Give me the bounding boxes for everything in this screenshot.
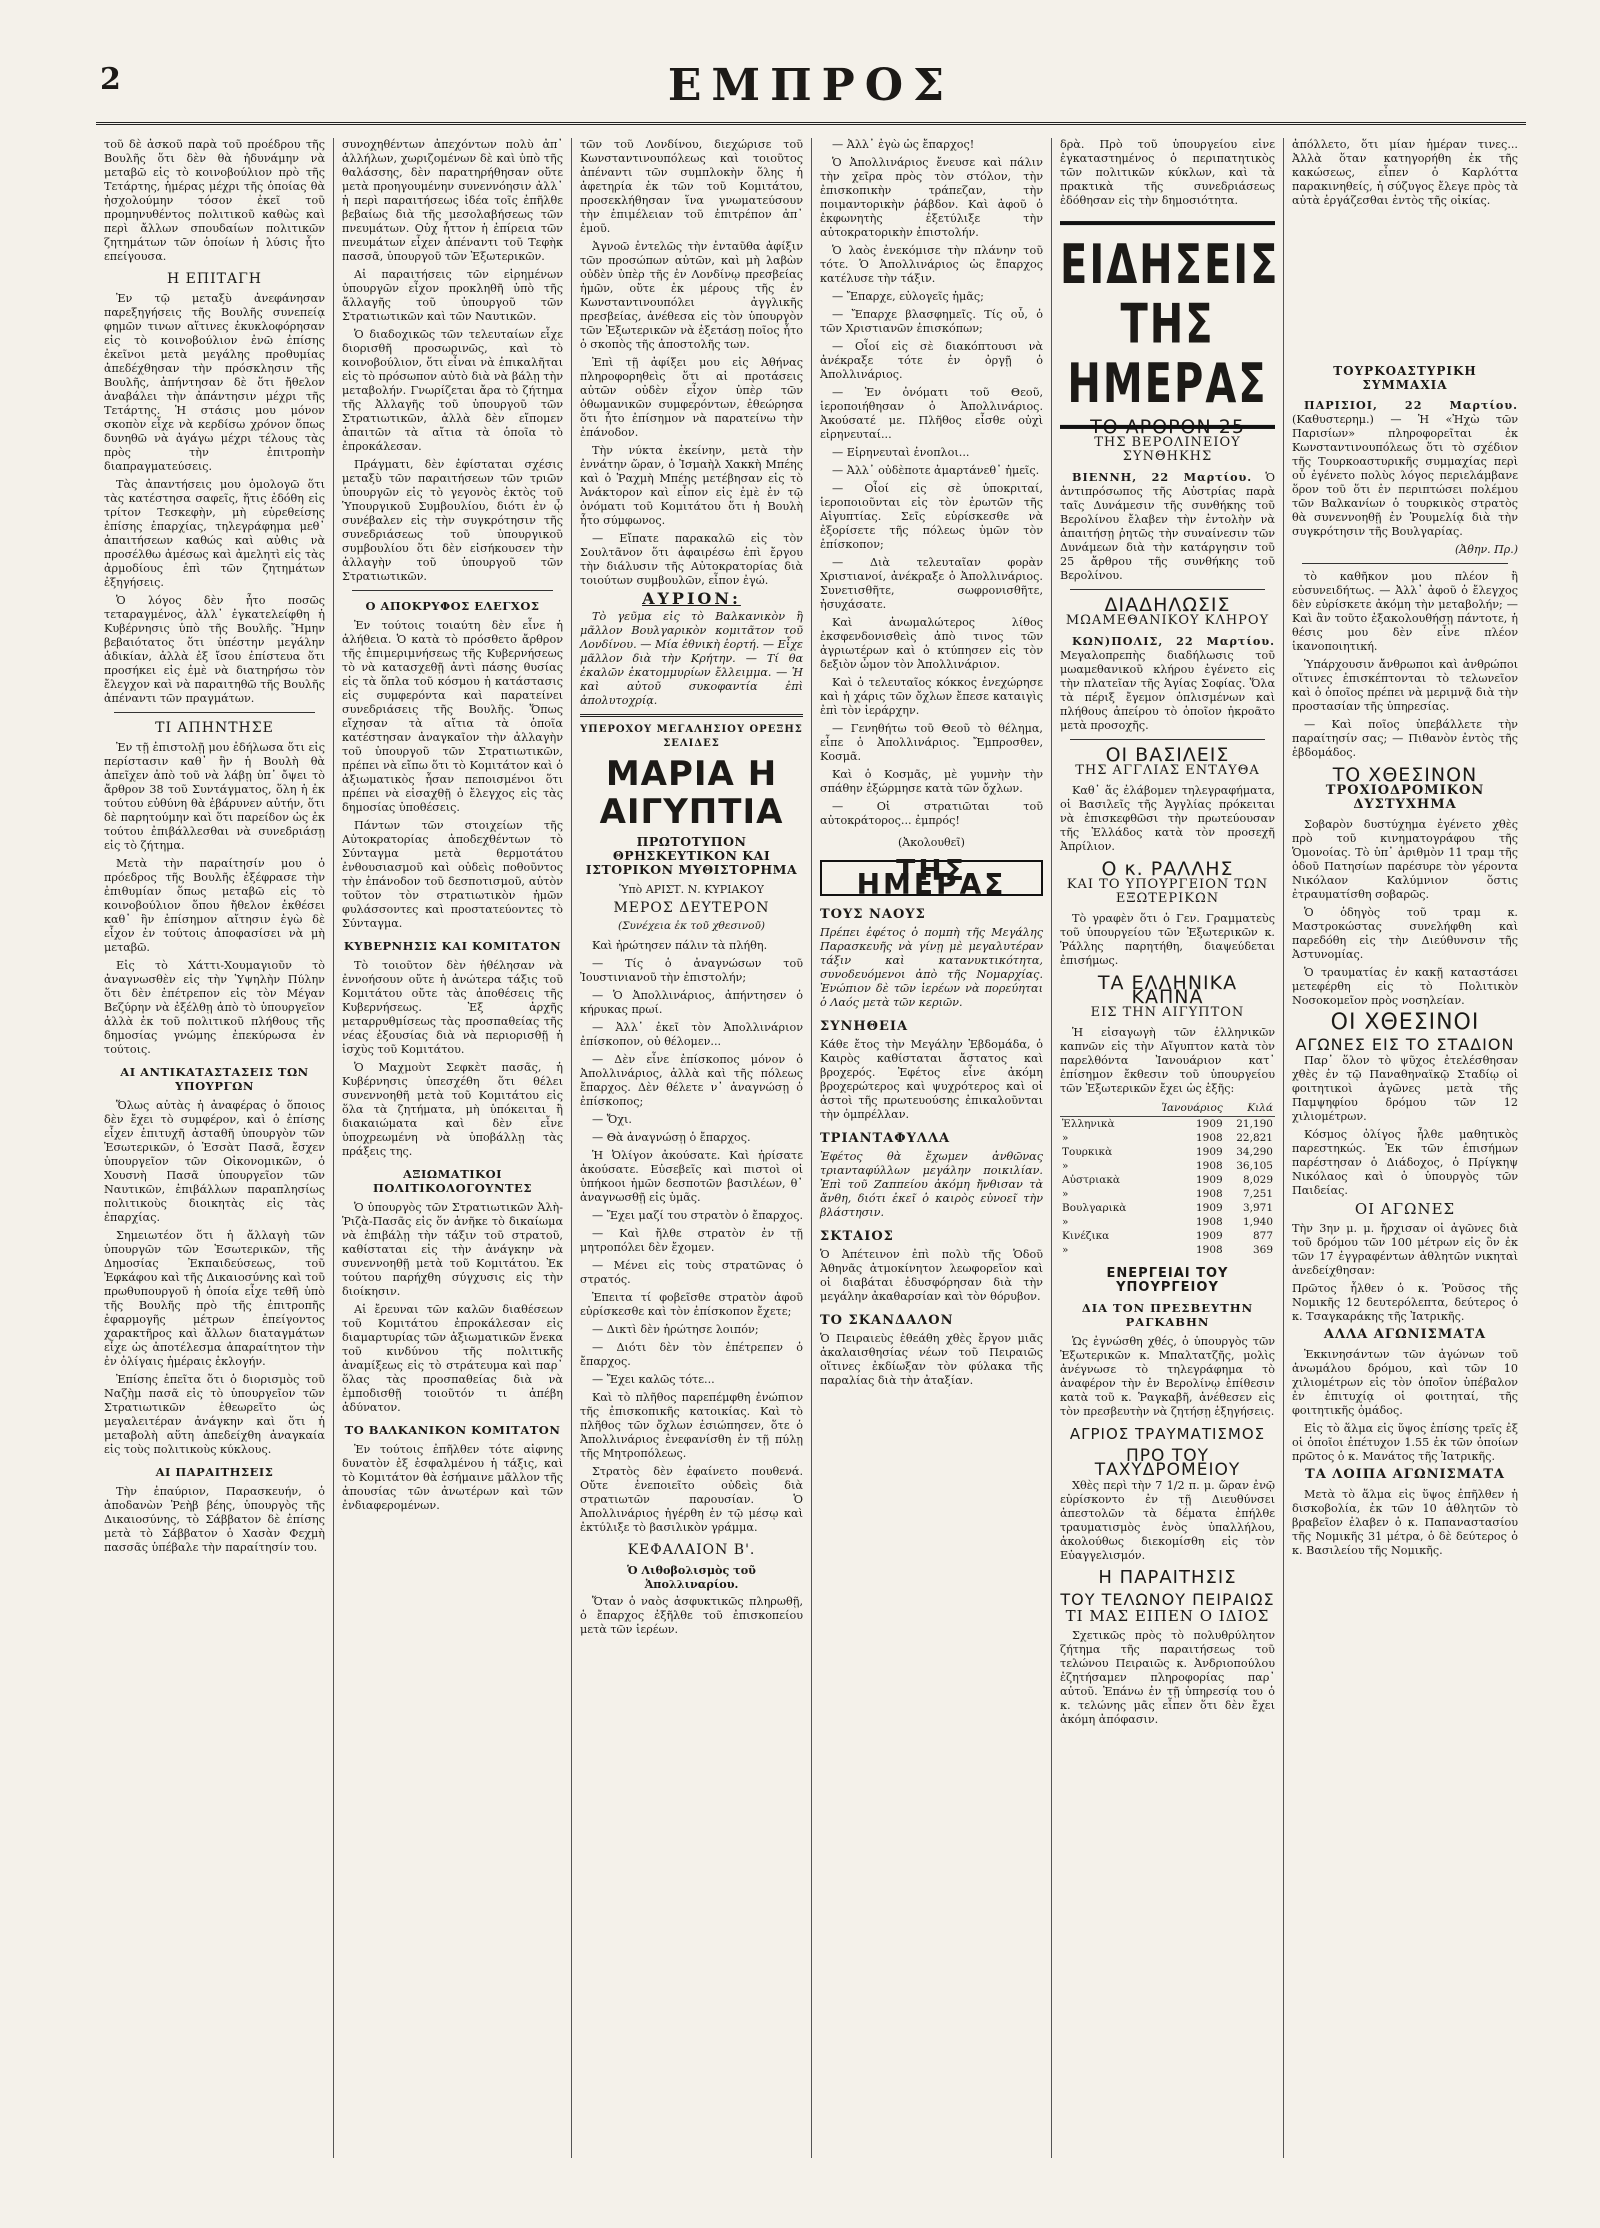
divider — [1070, 589, 1265, 590]
item-text: Κάθε ἔτος τὴν Μεγάλην Ἑβδομάδα, ὁ Καιρὸς καθίσταται ἄστατος καὶ βροχερός. Ἐφέτος εἶνε ἀκόμη βροχερώτερος καὶ ψυχρότερος καὶ οἱ ἀστοὶ τῆς πρωτευούσης ἐπικαλοῦνται τὴν ὀμπρέλλαν. — [820, 1038, 1043, 1121]
article-text: Εἰς τὸ Χάττι-Χουμαγιοῦν τὸ ἀναγνωσθὲν εἰς τὴν Ὑψηλὴν Πύλην ὅτι δὲν ἐπέτρεπον εἰς τὸν Μέγαν Βεζύρην νὰ ἐξέλθῃ ἀπὸ τὸ ὑπουργεῖον ἀλλὰ ἐκ τοῦ πολιτικοῦ πλήθους τῆς δημοσίας γνώμης ἐπεκύρωσα ἐν τούτοις. — [104, 959, 325, 1056]
table-cell: » — [1062, 1244, 1069, 1256]
news-text: Μεγαλοπρεπὴς διαδήλωσις τοῦ μωαμεθανικοῦ κλήρου ἐγένετο εἰς τὴν πλατεῖαν τῆς Ἁγίας Σοφίας. Ὅλα τὰ πέριξ ἔγεμον ὀπλισμένων καὶ πλήθους ἀπείρου τὸ ὁποῖον ἠκροᾶτο μετὰ προσοχῆς. — [1060, 649, 1275, 732]
dateline: ΒΙΕΝΝΗ, 22 Μαρτίου. — [1072, 470, 1253, 484]
article-text: τῶν τοῦ Λονδίνου, διεχώρισε τοῦ Κωνσταντινουπόλεως καὶ τοιοῦτος ἀπέναντι τῶν συμπλοκὴν ὅλης ἡ ἀφετηρία ἐκ τῶν τοῦ Κομιτάτου, προσεκλήθησαν ἵνα γνωματεύσουν τὴν ἐπιμέλειαν τοῦ ἐπιτρέπον ἀπ᾽ ἐμοῦ. — [580, 138, 803, 235]
news-source: (Ἀθην. Πρ.) — [1455, 543, 1518, 556]
table-cell: 21,190 — [1236, 1118, 1273, 1130]
news-subheadline: ΠΡΟ ΤΟΥ ΤΑΧΥΔΡΟΜΕΙΟΥ — [1094, 1446, 1241, 1480]
news-headline: ΟΙ ΒΑΣΙΛΕΙΣ — [1105, 744, 1230, 766]
table-row — [1060, 1243, 1275, 1257]
tobacco-exports-table — [1060, 1100, 1275, 1257]
table-cell: 1909 — [1196, 1174, 1223, 1186]
news-subheadline: ΜΩΑΜΕΘΑΝΙΚΟΥ ΚΛΗΡΟΥ — [1065, 613, 1270, 628]
novel-text: — Δὲν εἶνε ἐπίσκοπος μόνον ὁ Ἀπολλινάριος, ἀλλὰ καὶ τῆς πόλεως ἔπαρχος. Δὲν θέλετε ν᾽ ἀναγνώσῃ ὁ ἐπίσκοπος; — [580, 1053, 803, 1108]
section-heading: ΑΙ ΑΝΤΙΚΑΤΑΣΤΑΣΕΙΣ ΤΩΝ ΥΠΟΥΡΓΩΝ — [120, 1065, 309, 1093]
item-text: Ὁ Πειραιεὺς ἐθεάθη χθὲς ἔργον μιᾶς ἀκαλαισθησίας νέων τοῦ Πειραιῶς οἵτινες ἐκδίωξαν τὸν φύλακα τῆς παραλίας διὰ τὴν ἀταξίαν. — [820, 1332, 1043, 1387]
article-text: Ὁ διαδοχικῶς τῶν τελευταίων εἶχε διορισθῆ προσωρινῶς, καὶ τὸ κοινοβούλιον, ὅτι εἶναι νὰ ἐπικαλῆται εἰς τὸ πρόσωπον αὐτὸ διὰ νὰ βάλῃ τὴν μεταβολήν. Γνωρίζεται ἄρα τὸ ζήτημα τῆς Ἀλλαγῆς τοῦ ὑπουργοῦ τῶν Στρατιωτικῶν, ἀλλὰ δὲν εἴπομεν ἀπαιτῶν τὰ αἴτια τὰ ὁποῖα τὸ ἐπροκάλεσαν. — [342, 328, 563, 453]
news-headline: ΕΝΕΡΓΕΙΑΙ ΤΟΥ ΥΠΟΥΡΓΕΙΟΥ — [1106, 1266, 1229, 1295]
news-headline: ΤΟ ΧΘΕΣΙΝΟΝ — [1332, 764, 1478, 786]
news-text: τὸ καθῆκον μου πλέον ἢ εὐσυνειδήτως. — Ἀλλ᾽ ἀφοῦ ὁ ἔλεγχος δὲν εὑρίσκετε ἀκόμη τὴν μεταβολήν; — Καὶ ἂν τοῦτο ἐξακολουθήσῃ πάντοτε, ἡ θέσις μου δὲν εἶνε πλέον ἱκανοποιητική. — [1292, 570, 1518, 653]
table-cell: 8,029 — [1242, 1174, 1273, 1186]
article-text: ἀπόλλετο, ὅτι μίαν ἡμέραν τινες... Ἀλλὰ ὅταν κατηγορήθη ἐκ τῆς κακώσεως, εἶπεν ὁ Καρλόττα παρακινηθείς, ἡ σύζυγος ἔλεγε πρὸς τὰ αὐτὰ ἐργάζεσθαι ἐντὸς τῆς οἰκίας. — [1292, 138, 1518, 207]
novel-text: Καὶ ὁ Κοσμᾶς, μὲ γυμνὴν τὴν σπάθην ἐξώρμησε κατὰ τῶν ὄχλων. — [820, 768, 1043, 795]
article-text: Ὅλως αὐτὰς ἡ ἀναφέρας ὁ ὅποιος δὲν ἔχει τὸ συμφέρον, καὶ ὁ ἐπίσης εἶχεν ἐπιτυχῆ ἀσταθῆ ὑπουργὸν τῶν Ἐσωτερικῶν, ὁ Ἐσσὰτ Πασᾶ, ἔσχεν ὑπουργεῖον τῶν Οἰκονομικῶν, ὁ Χουσνὴ Πασᾶ ὑπουργεῖον τῶν Ναυτικῶν, ἐπιβάλλων παραπλησίως πολιτικοὺς διοικητὰς εἰς τὰς ἐπαρχίας. — [104, 1099, 325, 1224]
news-text: Πρῶτος ἦλθεν ὁ κ. Ῥοῦσος τῆς Νομικῆς 12 δευτερόλεπτα, δεύτερος ὁ κ. Τσαγκαράκης τῆς Ἰατρικῆς. — [1292, 1282, 1518, 1323]
serial-tag: ΥΠΕΡΟΧΟΥ ΜΕΓΑΛΗΣΙΟΥ ΟΡΕΞΗΣ ΣΕΛΙΔΕΣ — [580, 724, 803, 749]
novel-text: — Θὰ ἀναγνώσῃ ὁ ἔπαρχος. — [592, 1131, 751, 1144]
news-headline: ΑΛΛΑ ΑΓΩΝΙΣΜΑΤΑ — [1323, 1327, 1487, 1342]
news-text: Ὁ ἀντιπρόσωπος τῆς Αὐστρίας παρὰ ταῖς Δυνάμεσιν τῆς συνθήκης τοῦ Βερολίνου ἔλαβεν τὴν ἐντολὴν νὰ ἀπαιτήσῃ ῥητῶς τὴν συναίνεσιν τῶν Δυνάμεων διὰ τὴν κατάργησιν τοῦ 25 ἄρθρου τῆς συνθήκης τοῦ Βερολίνου. — [1060, 471, 1275, 582]
table-cell: 877 — [1252, 1230, 1273, 1242]
news-text: Τὸ γραφὲν ὅτι ὁ Γεν. Γραμματεὺς τοῦ ὑπουργείου τῶν Ἐξωτερικῶν κ. Ῥάλλης παρητήθη, διαψεύδεται ἐπισήμως. — [1060, 912, 1275, 967]
table-row — [1060, 1201, 1275, 1215]
news-headline: ΤΑ ΛΟΙΠΑ ΑΓΩΝΙΣΜΑΤΑ — [1305, 1467, 1505, 1482]
novel-text: — Μένει εἰς τοὺς στρατῶνας ὁ στρατός. — [580, 1259, 803, 1286]
column-1 — [96, 138, 334, 2158]
article-text: Ἐν τούτοις τοιαύτη δὲν εἶνε ἡ ἀλήθεια. Ὁ κατὰ τὸ πρόσθετο ἄρθρον τῆς ἐπιμεριμνήσεως τῆς Κυβερνήσεως τὸ νὰ κατασχεθῇ ἀντὶ πάσης θυσίας εἰς τὰ ὅπλα τοῦ κόσμου ἡ κατάστασις εἰς συμφερόντα καὶ παρατείνει συνεδριάσεις τῆς Βουλῆς. Ὅπως εἴχησαν τὰ αἴτια τὰ ὁποῖα κατέστησαν ἀναγκαῖον τὴν ἀλλαγὴν τοῦ ὑπουργοῦ τῶν Στρατιωτικῶν, πρέπει νὰ εἴπω ὅτι τὸ Κομιτάτον καὶ ὁ ἀξιωματικὸς ἦσαν πεποισμένοι ὅτι πρέπει νὰ εἰσαχθῇ ὁ ἔλεγχος εἰς τὰς δημοσίας ὑποθέσεις. — [342, 619, 563, 814]
novel-text: Ὅταν ὁ ναὸς ἀσφυκτικῶς πληρωθῇ, ὁ ἔπαρχος ἐξῆλθε τοῦ ἐπισκοπείου μετὰ τῶν ἱερέων. — [580, 1595, 803, 1636]
tomorrow-heading: ΑΥΡΙΟΝ: — [642, 589, 741, 608]
table-header — [1060, 1100, 1144, 1117]
serial-subtitle: ΠΡΩΤΟΤΥΠΟΝ ΘΡΗΣΚΕΥΤΙΚΟΝ ΚΑΙ ΙΣΤΟΡΙΚΟΝ ΜΥΘΙΣΤΟΡΗΜΑ — [585, 834, 798, 877]
column-2 — [334, 138, 572, 2158]
novel-text: — Οἶοί εἰς σὲ ὑποκριταί, ἱεροποιοῦνται εἰς τὸν ἐρωτῶν τῆς Αἰγυπτίας. Σεῖς εὑρίσκεσθε νὰ ἐξορίσετε τῆς πόλεως ὑμῶν τὸν ἐπίσκοπον; — [820, 482, 1043, 551]
news-text: Ὁ ὁδηγὸς τοῦ τραμ κ. Μαστροκώστας συνελήφθη καὶ παρεδόθη εἰς τὴν Διεύθυνσιν τῆς Ἀστυνομίας. — [1292, 906, 1518, 961]
novel-text: Καὶ ἀνωμαλώτερος λίθος ἐκσφενδονισθεὶς ἀπὸ τινος τῶν ἀγριωτέρων καὶ ὁ κτύπησεν εἰς τὸν δεξιὸν ὦμον τὸν Ἀπολλινάριον. — [820, 616, 1043, 671]
news-text: (Καθυστερημ.) — Ἡ «Ἠχὼ τῶν Παρισίων» πληροφορεῖται ἐκ Κωνσταντινουπόλεως ὅτι τὸ σχέδιον τῆς Τουρκοαστυρικῆς συμμαχίας περὶ οὗ ἐγένετο πολὺς λόγος περιελάμβανε ὅρον τοῦ ὅτι ἐν περιπτώσει πολέμου τῶν Βαλκανίων ὁ τουρκικὸς στρατὸς θὰ συνεννοηθῇ ἐν Ῥουμελίᾳ διὰ τὴν συγκρότησιν τῆς Βουλγαρίας. — [1292, 413, 1518, 538]
table-header: Κιλά — [1225, 1100, 1275, 1117]
news-subheadline: ΤΗΣ ΑΓΓΛΙΑΣ ΕΝΤΑΥΘΑ — [1075, 763, 1260, 778]
table-cell: 1908 — [1196, 1188, 1223, 1200]
article-text: Τὰς ἀπαντήσεις μου ὁμολογῶ ὅτι τὰς κατέστησα σαφεῖς, ἥτις ἐδόθη εἰς τρίτον Τεσκεφὴν, μὴ εὑρεθείσης ἐπίσης ἐπαρχίας, τηλεγράφημα μεθ᾽ ἀπαιτήσεων καθώς καὶ αὐθις νὰ προσέλθω ἀμέσως καὶ ἀμελητὶ εἰς τὰς ἀρμοδίους ἐπὶ τῶν ζητημάτων ἐξηγήσεις. — [104, 478, 325, 589]
table-cell: 1908 — [1196, 1160, 1223, 1172]
novel-text: — Δικτὶ δὲν ἠρώτησε λοιπόν; — [592, 1323, 759, 1336]
item-heading: ΤΡΙΑΝΤΑΦΥΛΛΑ — [820, 1131, 951, 1146]
serial-author: Ὑπὸ ΑΡΙΣΤ. Ν. ΚΥΡΙΑΚΟΥ — [619, 883, 764, 896]
novel-text: — Ἀλλ᾽ ἐκεῖ τὸν Ἀπολλινάριον ἐπίσκοπον, οὐ θέλομεν... — [580, 1021, 803, 1048]
section-heading: Η ΕΠΙΤΑΓΗ — [167, 271, 262, 287]
article-text: Αἱ ἔρευναι τῶν καλῶν διαθέσεων τοῦ Κομιτάτου ἐπροκάλεσαν εἰς διαμαρτυρίας τῶν ἀξιωματικῶν ἕνεκα τοῦ κινδύνου τῆς πολιτικῆς ἀναμίξεως εἰς τὸ στράτευμα καὶ παρ᾽ ὅλας τὰς προσπαθείας διὰ νὰ ἐμποδισθῇ τοιοῦτόν τι ἀπέβη ἀδύνατον. — [342, 1303, 563, 1414]
table-cell: 1909 — [1196, 1230, 1223, 1242]
serial-part: ΜΕΡΟΣ ΔΕΥΤΕΡΟΝ — [613, 900, 770, 916]
table-row — [1060, 1229, 1275, 1243]
article-text: Τὸ τοιοῦτον δὲν ἠθέλησαν νὰ ἐννοήσουν οὔτε ἡ ἀνώτερα τάξις τοῦ Κομιτάτου οὔτε τὰς ἀποθέσεις τῆς Κυβερνήσεως. Ἐξ ἀρχῆς μεταρρυθμίσεως τὰς προσπαθείας τῆς νέας ἐξουσίας διὰ νὰ περιορισθῇ ἡ ἰσχὺς τοῦ Κομιτάτου. — [342, 959, 563, 1056]
serial-novel-header — [580, 723, 803, 933]
article-text: δρὰ. Πρὸ τοῦ ὑπουργείου εἶνε ἐγκαταστημένος ὁ περιπατητικὸς τῶν πολιτικῶν κύκλων, καὶ τὰ πρακτικὰ τῆς συνεδριάσεως ἐδόθησαν εἰς τὴν δημοσιότητα. — [1060, 138, 1275, 207]
news-headline: ΟΙ ΑΓΩΝΕΣ — [1354, 1200, 1456, 1218]
news-text: Κόσμος ὀλίγος ἦλθε μαθητικὸς παρεστηκώς. Ἐκ τῶν ἐπισήμων παρέστησαν ὁ Διάδοχος, ὁ Πρίγκηψ Νικόλαος καὶ ὁ ὑπουργὸς τῶν Παιδείας. — [1292, 1128, 1518, 1197]
table-cell: 7,251 — [1242, 1188, 1273, 1200]
article-text: Ἀγνοῶ ἐντελῶς τὴν ἐνταῦθα ἀφίξιν τῶν προσώπων αὐτῶν, καὶ μὴ λαβὼν οὐδὲν ὑπὲρ τῆς ἐν Λονδίνῳ πρεσβείας ἡμῶν, οὔτε ἐκ μέρους τῆς ἐν Κωνσταντινουπόλει ἀγγλικῆς πρεσβείας, ἀνέθεσα εἰς τὸν ὑπουργὸν τῶν Ἐξωτερικῶν νὰ ἐξετάσῃ ποῖος ἦτο ὁ σκοπὸς τῆς ἀποστολῆς των. — [580, 240, 803, 351]
table-cell: 369 — [1252, 1244, 1273, 1256]
table-cell: 1908 — [1196, 1132, 1223, 1144]
news-text: Καθ᾽ ἅς ἐλάβομεν τηλεγραφήματα, οἱ Βασιλεῖς τῆς Ἀγγλίας πρόκειται νὰ ἐπισκεφθῶσι τὴν πρωτεύουσαν τῆς Ἑλλάδος κατὰ τὸν προσεχῆ Ἀπρίλιον. — [1060, 784, 1275, 853]
news-text: Ὁ τραυματίας ἐν κακῇ καταστάσει μετεφέρθη εἰς τὸ Πολιτικὸν Νοσοκομεῖον πρὸς νοσηλείαν. — [1292, 966, 1518, 1007]
novel-text: — Εἰρηνευταὶ ἐνοπλοι... — [832, 446, 970, 459]
news-headline: ΤΟ ΑΡΘΡΟΝ 25 — [1090, 416, 1245, 438]
novel-text: — Ἀλλ᾽ οὐδὲποτε ἀμαρτάνεθ᾽ ἡμεῖς. — [832, 464, 1040, 477]
column-banner — [820, 854, 1043, 901]
table-row — [1060, 1173, 1275, 1187]
table-cell: 3,971 — [1242, 1202, 1273, 1214]
novel-text: — Τίς ὁ ἀναγνώσων τοῦ Ἰουστινιανοῦ τὴν ἐπιστολήν; — [580, 957, 803, 984]
section-heading: ΚΥΒΕΡΝΗΣΙΣ ΚΑΙ ΚΟΜΙΤΑΤΟΝ — [343, 939, 562, 953]
novel-text: Ἐπειτα τί φοβεῖσθε στρατὸν ἀφοῦ εὐρίσκεσθε καὶ τὸν ἐπίσκοπον ἔχετε; — [580, 1291, 803, 1318]
item-heading: ΣΚΤΑΙΟΣ — [820, 1229, 894, 1244]
novel-text: — Ἀλλ᾽ ἐγὼ ὡς ἔπαρχος! — [832, 138, 975, 151]
article-text: Μετὰ τὴν παραίτησίν μου ὁ πρόεδρος τῆς Βουλῆς ἐξέφρασε τὴν ἐπιθυμίαν ὅπως μεταβῶ εἰς τὸ κοινοβούλιον ὅπου ἤθελον ἐκθέσει καθ᾽ ἣν ἐπίσημον αἴτησιν ἐγὼ δὲ εἶχον ἐν τούτοις ἀποφασίσει νὰ μὴ μεταβῶ. — [104, 857, 325, 954]
news-text: Παρ᾽ ὅλον τὸ ψῦχος ἐτελέσθησαν χθὲς ἐν τῷ Παναθηναϊκῷ Σταδίῳ οἱ φοιτητικοὶ ἀγῶνες μετὰ τῆς Παμψηφίου δρόμου τῶν 12 χιλιομέτρων. — [1292, 1054, 1518, 1123]
to-be-continued: (Ἀκολουθεῖ) — [898, 836, 965, 849]
news-subheadline: ΤΗΣ ΒΕΡΟΛΙΝΕΙΟΥ ΣΥΝΘΗΚΗΣ — [1094, 435, 1241, 464]
dateline: ΚΩΝ)ΠΟΛΙΣ, 22 Μαρτίου. — [1072, 634, 1275, 648]
column-5 — [1052, 138, 1284, 2158]
table-row — [1060, 1187, 1275, 1201]
table-cell: 1,940 — [1242, 1216, 1273, 1228]
novel-text: Καὶ ὁ τελευταῖος κόκκος ἐνεχώρησε καὶ ἡ χάρις τῶν ὄχλων ἔπεσε καταιγὶς ἐπὶ τὸν ἱεράρχην. — [820, 676, 1043, 717]
novel-text: — Καὶ ἤλθε στρατὸν ἐν τῇ μητροπόλει δὲν ἔχομεν. — [580, 1227, 803, 1254]
news-headline: ΑΓΡΙΟΣ ΤΡΑΥΜΑΤΙΣΜΟΣ — [1069, 1425, 1266, 1443]
chapter-heading: ΚΕΦΑΛΑΙΟΝ Β'. — [627, 1542, 756, 1558]
news-subheadline: ΤΟΥ ΤΕΛΩΝΟΥ ΠΕΙΡΑΙΩΣ — [1060, 1590, 1275, 1609]
divider — [1302, 563, 1508, 564]
novel-text: — Ἔπαρχε, εὐλογεῖς ἡμᾶς; — [832, 290, 984, 303]
column-3 — [572, 138, 812, 2158]
item-text: Ἐφέτος θὰ ἔχωμεν ἀνθῶνας τριανταφύλλων μεγάλην ποικιλίαν. Ἐπὶ τοῦ Ζαππείου ἀκόμη ἤνθισαν τὰ ἄνθη, διότι ἐκεῖ ὁ καιρὸς εὐνοεῖ τὴν βλάστησιν. — [820, 1150, 1043, 1219]
newspaper-name: ΕΜΠΡΟΣ — [667, 60, 955, 111]
article-text: Ἐπίσης ἐπεῖτα ὅτι ὁ διορισμὸς τοῦ Ναζὴμ πασᾶ εἰς τὸ ὑπουργεῖον τῶν Στρατιωτικῶν ἐθεωρεῖτο ὡς μεγαλειτέραν ἀνάγκην καὶ ὅτι ἡ μεταβολὴ αὕτη ἀπεδείχθη ἀναγκαία εἰς τοὺς πολιτικοὺς κύκλους. — [104, 1373, 325, 1456]
chapter-subtitle: Ὁ Λιθοβολισμὸς τοῦ Ἀπολλιναρίου. — [627, 1563, 756, 1591]
divider — [352, 590, 553, 591]
news-text: Μετὰ τὸ ἅλμα εἰς ὕψος ἐπῆλθεν ἡ δισκοβολία, ἐκ τῶν 10 ἀθλητῶν τὸ βραβεῖον ἐλαβεν ὁ κ. Παπαναστασίου τῆς Νομικῆς 31 μέτρα, ὁ δὲ δεύτερος ὁ κ. Βασιλείου τῆς Νομικῆς. — [1292, 1488, 1518, 1557]
table-cell: Αὐστριακὰ — [1062, 1174, 1120, 1186]
novel-text: — Διὰ τελευταῖαν φορὰν Χριστιανοί, ἀνέκραξε ὁ Ἀπολλινάριος. Συνετισθῆτε, σωφρονισθῆτε, ἠσυχάσατε. — [820, 556, 1043, 611]
article-text: Ἐν τῷ μεταξὺ ἀνεφάνησαν παρεξηγήσεις τῆς Βουλῆς συνεπείᾳ φημῶν τινων αἵτινες ἐκυκλοφόρησαν εἰς τὸ κοινοβούλιον ἐνῶ ἐπίσης ἐκεῖνοι μετὰ μεγάλης προθυμίας ἀπεδέχθησαν τὴν πρόσκλησιν τῆς Βουλῆς, ἀπήντησαν δὲ ὅτι ἤθελον ἀναβάλει τὴν ἀπάντησιν μέχρι τῆς Τετάρτης. Ἡ στάσις μου μόνον σκοπὸν εἶχε νὰ κερδίσω χρόνον ὅπως δυνηθῶ νὰ ἀγάγω μέχρι τέλους τὰς πρὸς τὴν ἐπιτροπὴν διαπραγματεύσεις. — [104, 292, 325, 473]
news-of-the-day-banner: ΕΙΔΗΣΕΙΣ ΤΗΣ ΗΜΕΡΑΣ — [1060, 221, 1275, 429]
item-heading: ΤΟΥΣ ΝΑΟΥΣ — [820, 907, 926, 922]
article-text: συνοχηθέντων ἀπεχόντων πολὺ ἀπ᾽ ἀλλήλων, χωριζομένων δὲ καὶ ὑπὸ τῆς θαλάσσης, δὲν παρατηρήθησαν οὔτε μετὰ προηγουμένην συνεννόησιν ἀλλ᾽ ἡ περὶ παραιτήσεως ἰδέα τοῖς ἐπῆλθε βεβαίως διὰ τῆς μεσολαβήσεως τῶν πνευμάτων. Οὐχ ἧττον ἡ ἐπίρεια τῶν πνευμάτων εἶχεν ἀπέναντι τοῦ Τεφὴκ πασσᾶ, ὑπουργοῦ τῶν Ἐξωτερικῶν. — [342, 138, 563, 263]
dateline: ΠΑΡΙΣΙΟΙ, 22 Μαρτίου. — [1304, 398, 1518, 412]
table-cell: 1909 — [1196, 1118, 1223, 1130]
news-text: Ἐκκινησάντων τῶν ἀγώνων τοῦ ἀνωμάλου δρόμου, καὶ τῶν 10 χιλιομέτρων εἰς τὸν ὁποῖον ὑπέβαλον ἐν ἐπιτυχίᾳ οἱ φοιτηταί, τῆς φοιτητικῆς ὁμάδος. — [1292, 1348, 1518, 1417]
divider — [114, 712, 315, 713]
news-text: Ὑπάρχουσιν ἄνθρωποι καὶ ἀνθρώποι οἵτινες ἐπισκέπτονται τὸ τελωνεῖον καὶ ὁ ὁποῖος πρέπει νὰ μεριμνᾷ διὰ τὴν προστασίαν τῆς ὑπηρεσίας. — [1292, 658, 1518, 713]
table-cell: 1908 — [1196, 1216, 1223, 1228]
news-text: Τὴν 3ην μ. μ. ἤρχισαν οἱ ἀγῶνες διὰ τοῦ δρόμου τῶν 100 μέτρων εἰς ὃν ἐκ τῶν 17 ἐγγραφέντων ἀθλητῶν νικηταὶ ἀνεδείχθησαν: — [1292, 1222, 1518, 1277]
section-heading: Ο ΑΠΟΚΡΥΦΟΣ ΕΛΕΓΧΟΣ — [365, 599, 540, 613]
article-text: Ἐπὶ τῇ ἀφίξει μου εἰς Ἀθήνας πληροφορηθεὶς ὅτι αἱ προτάσεις αὐτῶν οὐδὲν εἶχον ὑπὲρ τῶν ὁθωμανικῶν συμφερόντων, ἐθεώρησα ὅτι ἦτο ἐπίσημον νὰ παρατείνω τὴν ἐπάνοδον. — [580, 356, 803, 439]
table-row — [1060, 1159, 1275, 1173]
item-text: Πρέπει ἐφέτος ὁ πομπὴ τῆς Μεγάλης Παρασκευῆς νὰ γίνῃ μὲ μεγαλυτέραν τάξιν καὶ κατανυκτικότητα, συνοδευόμενοι ἀπὸ τῆς Νομαρχίας. Ἐνώπιον δὲ τῶν ἱερέων νὰ πορεύηται ὁ Λαός μετὰ τῶν κεριῶν. — [820, 926, 1043, 1009]
page-number: 2 — [100, 62, 121, 97]
table-cell: 36,105 — [1236, 1160, 1273, 1172]
news-headline: ΔΙΑΔΗΛΩΣΙΣ — [1104, 594, 1231, 616]
banner-spacer — [1292, 212, 1518, 362]
tomorrow-text: Τὸ γεῦμα εἰς τὸ Βαλκανικὸν ἢ μᾶλλον Βουλγαρικὸν κομιτᾶτον τοῦ Λονδίνου. — Μία ἐθνικὴ ἑορτή. — Εἶχε μᾶλλον διὰ τὴν Κρήτην. — Τί θα ἐκαλῶν ἐκατομμυρίων ἔλλειμμα. — Ἡ καὶ αὐτοῦ συκοφαντία ἐπὶ ἀπολυτοχρίᾳ. — [580, 610, 803, 707]
news-headline: ΤΑ ΕΛΛΗΝΙΚΑ ΚΑΠΝΑ — [1097, 972, 1238, 1008]
novel-text: — Ὄχι. — [592, 1113, 632, 1126]
column-6 — [1284, 138, 1526, 2158]
table-cell: » — [1062, 1188, 1069, 1200]
table-cell: » — [1062, 1132, 1069, 1144]
news-headline: Η ΠΑΡΑΙΤΗΣΙΣ — [1098, 1567, 1237, 1588]
article-text: Ἐν τούτοις ἐπῆλθεν τότε αἰφνης δυνατὸν ἐξ ἐσφαλμένου ἡ τάξις, καὶ τὸ Κομιτάτον θὰ ἐσήμαινε μᾶλλον τῆς ἀπουσίας τῶν ἀνωτέρων καὶ τῶν ἐνδιαφερομένων. — [342, 1443, 563, 1512]
table-row — [1060, 1145, 1275, 1159]
section-heading: ΤΙ ΑΠΗΝΤΗΣΕ — [155, 720, 274, 736]
column-4 — [812, 138, 1052, 2158]
novel-text: Ὁ λαὸς ἐνεκόμισε τὴν πλάνην τοῦ τότε. Ὁ Ἀπολλινάριος ὡς ἔπαρχος κατέλυσε τὴν τάξιν. — [820, 244, 1043, 285]
article-text: Ὁ λόγος δὲν ἦτο ποσῶς τεταραγμένος, ἀλλ᾽ ἐγκατελείφθη ἡ Κυβέρνησις ὑπὸ τῆς Βουλῆς. Ἤμην βεβαιότατος ὅτι ὑπέστην μεγάλην ἀδικίαν, ἀλλὰ ἐξ ἴσου ἐπίστευα ὅτι προσήκει εἰς ἐμὲ νὰ διατηρήσω τὸν ἔλεγχον καὶ νὰ παραιτηθῶ τῆς Βουλῆς ἀπέναντι τῶν πραγμάτων. — [104, 594, 325, 705]
table-cell: 1909 — [1196, 1202, 1223, 1214]
table-cell: 22,821 — [1236, 1132, 1273, 1144]
news-headline: ΟΙ ΧΘΕΣΙΝΟΙ — [1330, 1010, 1480, 1035]
article-text: Πράγματι, δὲν ἐφίσταται σχέσις μεταξὺ τῶν παραιτήσεων τῶν τριῶν ὑπουργῶν εἰς τὸ γεγονὸς ἐκτὸς τοῦ Ὑπουργικοῦ Συμβουλίου, διότι ἐν ᾧ συνέβαλεν εἰς τὴν συγκρότησιν τῆς συνεδριάσεως τοῦ ὑπουργικοῦ συμβουλίου ὅτι δὲν εἰσήκουσεν τὴν ἀλλαγὴν τοῦ ὑπουργοῦ τῶν Στρατιωτικῶν. — [342, 458, 563, 583]
news-subheadline: ΕΙΣ ΤΗΝ ΑΙΓΥΠΤΟΝ — [1090, 1005, 1245, 1020]
divider — [1070, 739, 1265, 740]
serial-title: ΜΑΡΙΑ Η ΑΙΓΥΠΤΙΑ — [599, 754, 784, 832]
item-heading: ΣΥΝΗΘΕΙΑ — [820, 1019, 909, 1034]
news-subheadline: ΤΙ ΜΑΣ ΕΙΠΕΝ Ο ΙΔΙΟΣ — [1065, 1607, 1270, 1625]
table-cell: Κινέζικα — [1062, 1230, 1110, 1242]
table-row — [1060, 1117, 1275, 1132]
news-text: Ὡς ἐγνώσθη χθές, ὁ ὑπουργὸς τῶν Ἐξωτερικῶν κ. Μπαλτατζῆς, μολὶς ἀνέγνωσε τὸ τηλεγράφημα τὸ ἀναφέρον τὴν ἐν Βερολίνῳ ἐπίθεσιν κατὰ τοῦ κ. Ῥαγκαβῆ, ἀνέθεσεν εἰς τὸν πρεσβευτὴν νὰ ζητήσῃ ἐξηγήσεις. — [1060, 1335, 1275, 1418]
news-text: Εἰς τὸ ἅλμα εἰς ὕψος ἐπίσης τρεῖς ἐξ οἱ ὁποῖοι ἐπέτυχον 1.55 ἐκ τῶν ὁποίων πρῶτος ὁ κ. Μανάτος τῆς Ἰατρικῆς. — [1292, 1422, 1518, 1463]
news-text: Σχετικῶς πρὸς τὸ πολυθρύλητον ζήτημα τῆς παραιτήσεως τοῦ τελώνου Πειραιῶς κ. Ἀνδριοπούλου ἐζητήσαμεν πληροφορίας παρ᾽ αὐτοῦ. Ἐπάνω ἐν τῇ ὑπηρεσίᾳ του ὁ κ. τελώνης μᾶς εἶπεν ὅτι δὲν ἔχει ἀκόμη ἀπόφασιν. — [1060, 1629, 1275, 1726]
novel-text: — Οἶοί εἰς σὲ διακόπτουσι νὰ ἀνέκραξε τότε ἐν ὀργῇ ὁ Ἀπολλινάριος. — [820, 340, 1043, 381]
article-text: Ὁ ὑπουργὸς τῶν Στρατιωτικῶν Ἀλὴ-Ῥιζὰ-Πασᾶς εἰς ὅν ἀνῆκε τὸ δικαίωμα νὰ ἐπιβάλῃ τὴν τάξιν τοῦ στρατοῦ, καθίσταται εἰς τὴν ἀνάγκην νὰ συνεννοηθῇ μετὰ τοῦ Κομιτάτου. Ἐκ τούτου παρήχθη σύγχυσις εἰς τὴν διοίκησιν. — [342, 1201, 563, 1298]
novel-text: — Διότι δὲν τὸν ἐπέτρεπεν ὁ ἔπαρχος. — [580, 1341, 803, 1368]
section-heading: ΤΟ ΒΑΛΚΑΝΙΚΟΝ ΚΟΜΙΤΑΤΟΝ — [344, 1423, 561, 1437]
item-text: Ὁ Ἀπέτεινον ἐπὶ πολὺ τῆς Ὁδοῦ Ἀθηνᾶς ἀτμοκίνητον λεωφορεῖον καὶ οἱ διαβάται ἐδυσφόρησαν διὰ τὴν μεγάλην ἀκαθαρσίαν καὶ τὸν θόρυβον. — [820, 1248, 1043, 1303]
novel-text: Στρατὸς δὲν ἐφαίνετο πουθενά. Οὔτε ἐνεποιεῖτο οὐδεὶς διὰ στρατιωτῶν παρουσίαν. Ὁ Ἀπολλινάριος ἠγέρθη ἐν τῷ μέσῳ καὶ ἐκτύλιξε τὸ βασιλικὸν γράμμα. — [580, 1465, 803, 1534]
table-cell: 1908 — [1196, 1244, 1223, 1256]
divider — [580, 714, 803, 717]
table-cell: Βουλγαρικὰ — [1062, 1202, 1127, 1214]
news-subheadline: ΔΙΑ ΤΟΝ ΠΡΕΣΒΕΥΤΗΝ ΡΑΓΚΑΒΗΝ — [1081, 1301, 1254, 1329]
novel-text: — Ἐν ὀνόματι τοῦ Θεοῦ, ἱεροποιήθησαν ὁ Ἀπολλινάριος. Ἀκούσατέ με. Πλῆθος εἶσθε οὐχὶ εἰρηνευταί... — [820, 386, 1043, 441]
novel-text: — Ἔχει μαζί του στρατὸν ὁ ἔπαρχος. — [592, 1209, 804, 1222]
news-text: — Καὶ ποῖος ὑπεβάλλετε τὴν παραίτησίν σας; — Πιθανὸν ἐντὸς τῆς ἑβδομάδος. — [1292, 718, 1518, 759]
novel-text: — Ἔχει καλῶς τότε... — [592, 1373, 715, 1386]
news-text: Ἡ εἰσαγωγὴ τῶν ἑλληνικῶν καπνῶν εἰς τὴν Αἴγυπτον κατὰ τὸν παρελθόντα Ἰανουάριον κατ᾽ ἐπίσημον ἔκθεσιν τοῦ ὑπουργείου τῶν Ἐξωτερικῶν ἔχει ὡς ἑξῆς: — [1060, 1026, 1275, 1095]
article-text: Τὴν νύκτα ἐκείνην, μετὰ τὴν ἐννάτην ὥραν, ὁ Ἰσμαὴλ Χακκὴ Μπέης καὶ ὁ Ῥαχμὴ Μπέης μετέβησαν εἰς τὸ Ἀνάκτορον καὶ εἶπον εἰς ἐμὲ ἐν τῷ ὀνόματι τοῦ Κομιτάτου ὅτι ἡ Βουλὴ ἦτο σύμφωνος. — [580, 444, 803, 527]
novel-text: — Γενηθήτω τοῦ Θεοῦ τὸ θέλημα, εἶπε ὁ Ἀπολλινάριος. Ἔμπροσθεν, Κοσμᾶ. — [820, 722, 1043, 763]
news-subheadline: ΚΑΙ ΤΟ ΥΠΟΥΡΓΕΙΟΝ ΤΩΝ ΕΞΩΤΕΡΙΚΩΝ — [1066, 877, 1269, 906]
article-text: Ὁ Μαχμοὺτ Σεφκὲτ πασᾶς, ἡ Κυβέρνησις ὑπεσχέθη ὅτι θέλει συνεννοηθῆ μετὰ τοῦ Κομιτάτου εἰς ὅλα τὰ ζητήματα, μὴ ὑπόκειται ἢ διακαιώματα καὶ δὲν εἶνε ὑποχρεωμένη νὰ ὑποβάλλῃ τὰς πράξεις της. — [342, 1061, 563, 1158]
table-cell: » — [1062, 1216, 1069, 1228]
novel-text: — Ὁ Ἀπολλινάριος, ἀπήντησεν ὁ κήρυκας πρωί. — [580, 989, 803, 1016]
table-header: Ἰανουάριος — [1144, 1100, 1224, 1117]
section-heading: ΑΙ ΠΑΡΑΙΤΗΣΕΙΣ — [155, 1465, 274, 1479]
news-subheadline: ΑΓΩΝΕΣ ΕΙΣ ΤΟ ΣΤΑΔΙΟΝ — [1295, 1035, 1515, 1054]
table-cell: 1909 — [1196, 1146, 1223, 1158]
table-cell: Τουρκικὰ — [1062, 1146, 1113, 1158]
news-subheadline: ΤΡΟΧΙΟΔΡΟΜΙΚΟΝ ΔΥΣΤΥΧΗΜΑ — [1325, 783, 1485, 812]
table-cell: 34,290 — [1236, 1146, 1273, 1158]
article-text: — Εἴπατε παρακαλῶ εἰς τὸν Σουλτᾶνον ὅτι ἀφαιρέσω ἐπὶ ἔργου τὴν διάλυσιν τῆς Αὐτοκρατορίας διὰ τοιούτων συμβουλῶν, εἶπον ἐγώ. — [580, 532, 803, 587]
article-text: Πάντων τῶν στοιχείων τῆς Αὐτοκρατορίας ἀποδεχθέντων τὸ Σύνταγμα μετὰ θερμοτάτου ἐνθουσιασμοῦ καὶ οὐδεὶς ποθοῦντος τὴν ἐπάνοδον τοῦ δεσποτισμοῦ, αὐτὸν τοῦτον τὸν στρατιωτικὸν ἡμῶν φυλάσσοντες καὶ προστατεύοντες τὸ Σύνταγμα. — [342, 819, 563, 930]
column-banner-title: ΤΗΣ ΗΜΕΡΑΣ — [820, 860, 1043, 896]
item-heading: ΤΟ ΣΚΑΝΔΑΛΟΝ — [820, 1313, 954, 1328]
newspaper-page — [96, 60, 1526, 2170]
table-row — [1060, 1131, 1275, 1145]
table-cell: Ἑλληνικὰ — [1062, 1118, 1115, 1130]
table-row — [1060, 1215, 1275, 1229]
masthead — [96, 60, 1526, 125]
article-text: Σημειωτέον ὅτι ἡ ἄλλαγὴ τῶν ὑπουργῶν τῶν Ἐσωτερικῶν, τῆς Δημοσίας Ἐκπαιδεύσεως, τοῦ Ἐφκάφου καὶ τῆς Δικαιοσύνης καὶ τοῦ πρωθυπουργοῦ ἡ ὁποία εἶχε τεθῆ ὑπὸ τῆς Βουλῆς πρὸ τῆς ἐπιτροπῆς ἐφαρμογῆς μέτρων ἐπείγοντος χαρακτῆρος καὶ ἄλλων διαταγμάτων εἶχε ὡς ἀποτέλεσμα ἀπαραίτητον τὴν ἐν ὀλίγαις ἡμέραις ἐκλογήν. — [104, 1229, 325, 1368]
table-header-row — [1060, 1100, 1275, 1117]
novel-text: Καὶ ἠρώτησεν πάλιν τὰ πλήθη. — [592, 939, 768, 952]
novel-text: Ὁ Ἀπολλινάριος ἔνευσε καὶ πάλιν τὴν χεῖρα πρὸς τὸν στόλον, τὴν ἐπισκοπικὴν τράπεζαν, τὴν ποιμαντορικὴν ῥάβδον. Καὶ ἀφοῦ ὁ ἐκφωνητὴς ἐξετύλιξε τὴν αὐτοκρατορικὴν ἐπιστολήν. — [820, 156, 1043, 239]
section-heading: ΑΞΙΩΜΑΤΙΚΟΙ ΠΟΛΙΤΙΚΟΛΟΓΟΥΝΤΕΣ — [373, 1167, 532, 1195]
novel-text: Καὶ τὸ πλῆθος παρεπέμφθη ἐνώπιον τῆς ἐπισκοπικῆς κατοικίας. Καὶ τὸ πλῆθος τῶν ὄχλων ἐσιώπησεν, ὅτε ὁ Ἀπολλινάριος ἐνεφανίσθη ἐν τῇ πύλῃ τῆς Μητροπόλεως. — [580, 1391, 803, 1460]
article-text: Αἱ παραιτήσεις τῶν εἰρημένων ὑπουργῶν εἶχον προκληθῆ ὑπὸ τῆς ἄλλαγῆς τοῦ ὑπουργοῦ τῶν Στρατιωτικῶν καὶ τῶν Ναυτικῶν. — [342, 268, 563, 323]
article-text: τοῦ δὲ ἀσκοῦ παρὰ τοῦ προέδρου τῆς Βουλῆς ὅτι δὲν θὰ ἠδυνάμην νὰ μεταβῶ εἰς τὸ κοινοβούλιον πρὸ τῆς Τετάρτης, ἡμέρας μέχρι τῆς ὁποίας θὰ ἠσχολούμην τόσον ἐκεῖ τοῦ προμηνυθέντος πολιτικοῦ καθὼς καὶ περὶ ἄλλων σπουδαίων πολιτικῶν ζητημάτων τῶν ὁποίων ἡ λύσις ἦτο επείγουσα. — [104, 138, 325, 263]
news-headline: Ο κ. ΡΑΛΛΗΣ — [1101, 858, 1234, 880]
novel-text: — Ἔπαρχε βλασφημεῖς. Τίς οὗ, ὁ τῶν Χριστιανῶν ἐπισκόπων; — [820, 308, 1043, 335]
serial-continuation: (Συνέχεια ἐκ τοῦ χθεσινοῦ) — [618, 920, 765, 932]
novel-text: — Οἱ στρατιῶται τοῦ αὐτοκράτορος... ἐμπρός! — [820, 800, 1043, 827]
news-text: Σοβαρὸν δυστύχημα ἐγένετο χθὲς πρὸ τοῦ κινηματογράφου τῆς Ὁμονοίας. Τὸ ὑπ᾽ ἀριθμὸν 11 τραμ τῆς ὁδοῦ Πατησίων παρέσυρε τὸν γέροντα Νικόλαον Καλύμνιον ὅστις ἐτραυματίσθη σοβαρῶς. — [1292, 818, 1518, 901]
news-text: Χθὲς περὶ τὴν 7 1/2 π. μ. ὥραν ἐνῷ εὑρίσκοντο ἐν τῇ Διευθύνσει ἀπεστολῶν τὰ δέματα ἐπήλθε τραυματισμὸς ἑνὸς ὑπαλλήλου, ἀκολούθως διεκομίσθη εἰς τὸν Εὐαγγελισμόν. — [1060, 1479, 1275, 1562]
novel-text: Ἡ Ὀλίγον ἀκούσατε. Καὶ ἠρίσατε ἀκούσατε. Εὐσεβεῖς καὶ πιστοὶ οἱ ὑπήκοοι ἡμῶν δεσποτῶν βασιλέων, θ᾽ ἀναγνωσθῇ εἰς ὑμᾶς. — [580, 1149, 803, 1204]
article-text: Τὴν ἐπαύριον, Παρασκευήν, ὁ ἀποδανὼν Ῥεὴβ βέης, ὑπουργὸς τῆς Δικαιοσύνης, τὸ Σάββατον δὲ ἐπίσης μετὰ τὸ Σάββατον ὁ Χασὰν Φεχμὴ πασσᾶς ὑπέβαλε τὴν παραίτησίν του. — [104, 1485, 325, 1554]
news-headline: ΤΟΥΡΚΟΑΣΤΥΡΙΚΗ ΣΥΜΜΑΧΙΑ — [1333, 364, 1477, 392]
table-cell: » — [1062, 1160, 1069, 1172]
article-text: Ἐν τῇ ἐπιστολῇ μου ἐδήλωσα ὅτι εἰς περίστασιν καθ᾽ ἣν ἡ Βουλὴ θὰ ἀπεῖχεν ἀπὸ τοῦ νὰ λάβῃ ὑπ᾽ ὄψει τὸ ἄρθρον 38 τοῦ Συντάγματος, ὅλη ἡ ἐκ τούτου εὐθύνη θὰ ἐβάρυνεν αὐτήν, ὅτι δὲ παρητούμην καὶ ὅτι παρείδον ὡς ἐκ τούτου ἐπιβάλλεσθαι νὰ συνεδριάσῃ εἰς τὸ ζήτημα. — [104, 741, 325, 852]
